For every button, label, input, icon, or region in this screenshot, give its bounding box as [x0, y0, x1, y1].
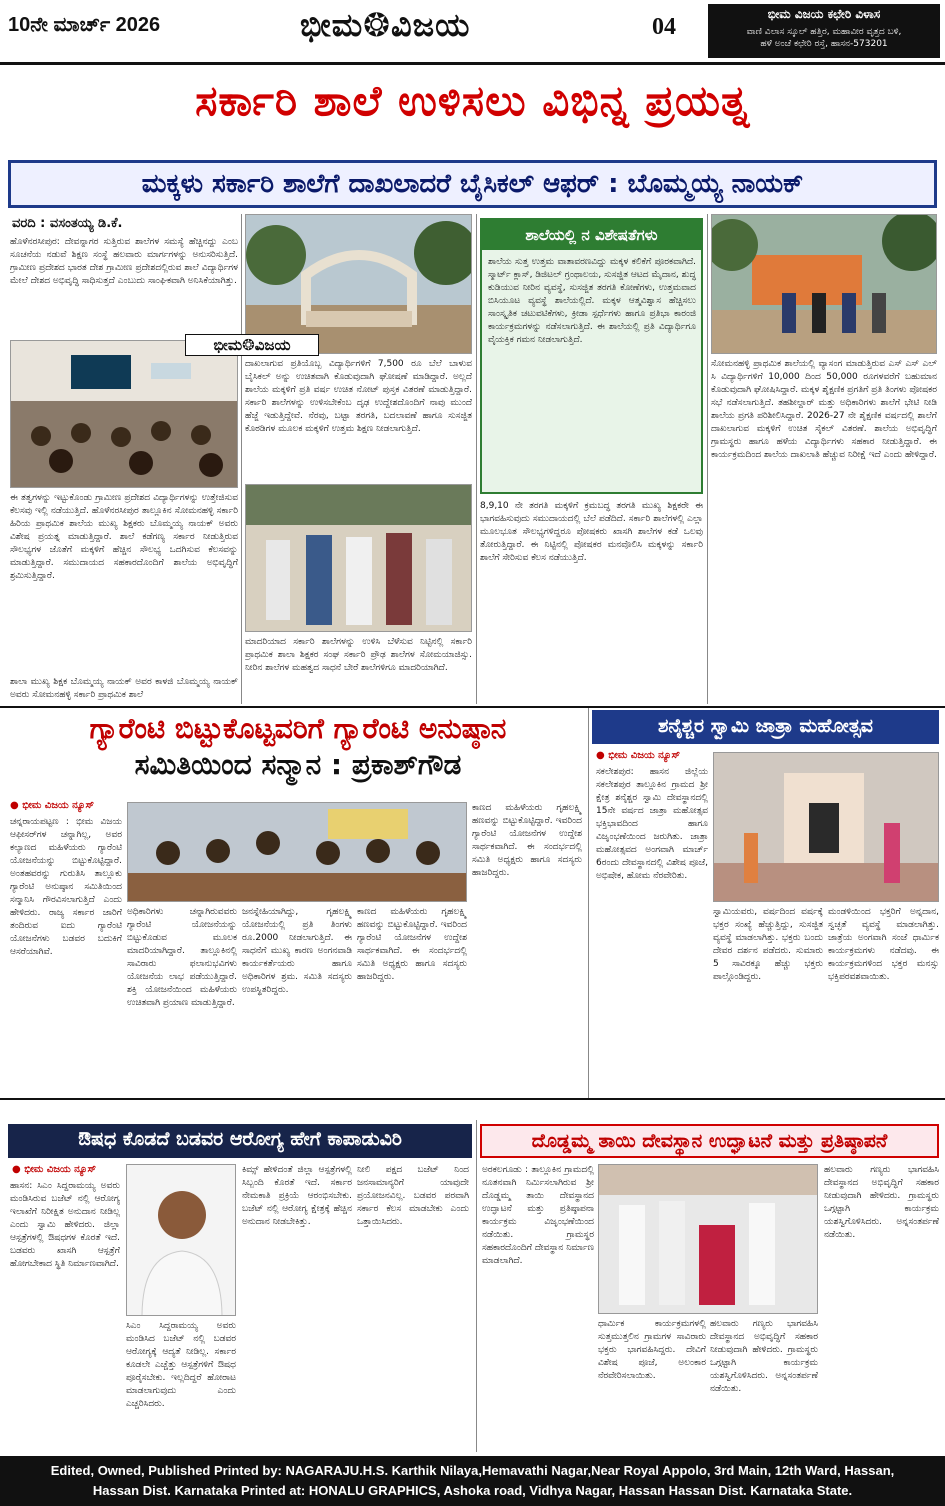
temple-ceremony-drawing: [599, 1165, 818, 1314]
guarantee-meeting-photo: [127, 802, 467, 902]
section-rule: [0, 706, 945, 708]
office-address-line1: ವಾಣಿ ವಿಲಾಸ ಸ್ಕೂಲ್ ಹತ್ತಿರ, ಮಹಾವೀರ ವೃತ್ತದ ಬಳಿ,: [746, 27, 902, 37]
temple-col1-text: ಅರಕಲಗೂಡು : ತಾಲ್ಲೂಕಿನ ಗ್ರಾಮದಲ್ಲಿ ನೂತನವಾಗಿ ನಿರ್ಮಿಸಲಾಗಿರುವ ಶ್ರೀ ದೊಡ್ಡಮ್ಮ ತಾಯಿ ದೇವಸ್ಥಾನದ ಉದ್ಘಾಟನೆ ಮತ್ತು ಪ್ರತಿಷ್ಠಾಪನಾ ಕಾರ್ಯಕ್ರಮ ವಿಜೃಂಭಣೆಯಿಂದ ನಡೆಯಿತು. ಗ್ರಾಮಸ್ಥರ ಸಹಕಾರದೊಂದಿಗೆ ದೇವಸ್ಥಾನ ನಿರ್ಮಾಣ ಮಾಡಲಾಗಿದೆ.: [482, 1165, 594, 1266]
lead-col1c-text: ಶಾಲಾ ಮುಖ್ಯ ಶಿಕ್ಷಕ ಬೊಮ್ಮಯ್ಯ ನಾಯಕ್ ಅವರ ಕಾಳಜಿ ಬೊಮ್ಮಯ್ಯ ನಾಯಕ್ ಅವರು ಸೋಮನಹಳ್ಳಿ ಸರ್ಕಾರಿ ಪ್ರಾಥಮಿಕ ಶಾಲೆ: [10, 677, 238, 700]
temple-col2b-text: ಹಲವಾರು ಗಣ್ಯರು ಭಾಗವಹಿಸಿ ದೇವಸ್ಥಾನದ ಅಭಿವೃದ್ಧಿಗೆ ಸಹಕಾರ ನೀಡುವುದಾಗಿ ಹೇಳಿದರು. ಗ್ರಾಮಸ್ಥರು ಒಗ್ಗಟ್ಟಾಗಿ ಕಾರ್ಯಕ್ರಮ ಯಶಸ್ವಿಗೊಳಿಸಿದರು. ಅನ್ನಸಂತರ್ಪಣೆ ನಡೆಯಿತು.: [710, 1319, 818, 1394]
lead-byline: ವರದಿ : ವಸಂತಯ್ಯ ಡಿ.ಕೆ.: [12, 216, 123, 231]
column-divider: [707, 214, 708, 704]
lead-headline: ಸರ್ಕಾರಿ ಶಾಲೆ ಉಳಿಸಲು ವಿಭಿನ್ನ ಪ್ರಯತ್ನ: [195, 76, 750, 125]
shani-source: ● ಭೀಮ ವಿಜಯ ನ್ಯೂಸ್: [596, 750, 680, 761]
temple-ceremony-photo: [598, 1164, 818, 1314]
inline-logo-text: ಭೀಮ❂ವಿಜಯ: [213, 336, 291, 354]
guarantee-col1-text: ಚನ್ನರಾಯಪಟ್ಟಣ : ಭೀಮ ವಿಜಯ ಆಫೀಸರ್‌ಗಳ ಚನ್ನಾಗಿಲ್ಲ, ಅವರ ಕಲ್ಯಾಣದ ಮಹಿಳೆಯರು ಗ್ಯಾರೆಂಟಿ ಯೋಜನೆಯನ್ನು ಬಿಟ್ಟುಕೊಟ್ಟಿದ್ದಾರೆ. ಅಂತಹವರನ್ನು ಗುರುತಿಸಿ ತಾಲ್ಲೂಕು ಗ್ಯಾರೆಂಟಿ ಅನುಷ್ಠಾನ ಸಮಿತಿಯಿಂದ ಸನ್ಮಾನಿಸಿ ಗೌರವಿಸಲಾಗುತ್ತಿದೆ ಎಂದು ಹೇಳಿದರು. ರಾಜ್ಯ ಸರ್ಕಾರ ಜಾರಿಗೆ ತಂದಿರುವ ಐದು ಗ್ಯಾರೆಂಟಿ ಯೋಜನೆಗಳು ಬಡವರ ಬದುಕಿಗೆ ಆಸರೆಯಾಗಿವೆ.: [10, 817, 122, 957]
health-portrait-drawing: [127, 1165, 236, 1316]
guarantee-col4-text: ಕಾಣದ ಮಹಿಳೆಯರು ಗೃಹಲಕ್ಷ್ಮಿ ಹಣವನ್ನು ಬಿಟ್ಟುಕೊಟ್ಟಿದ್ದಾರೆ. ಇವರಿಂದ ಗ್ಯಾರೆಂಟಿ ಯೋಜನೆಗಳ ಉದ್ದೇಶ ಸಾರ್ಥಕವಾಗಿದೆ. ಈ ಸಂದರ್ಭದಲ್ಲಿ ಸಮಿತಿ ಅಧ್ಯಕ್ಷರು ಹಾಗೂ ಸದಸ್ಯರು ಹಾಜರಿದ್ದರು.: [472, 803, 582, 878]
lead-col2b-text: ಮಾದರಿಯಾದ ಸರ್ಕಾರಿ ಶಾಲೆಗಳನ್ನು ಉಳಿಸಿ ಬೆಳೆಸುವ ನಿಟ್ಟಿನಲ್ಲಿ ಸರ್ಕಾರಿ ಪ್ರಾಥಮಿಕ ಶಾಲಾ ಶಿಕ್ಷಕರ ಸಂಘ ಸರ್ಕಾರಿ ಪ್ರೌಢ ಶಾಲೆಗಳ ಸೋಮಯಾಜಿಸ್ಸು. ನೀರಿನ ಶಾಲೆಗಳ ಮಹತ್ವದ ಸಾಧನೆ ಬೇರೆ ಶಾಲೆಗಳಿಗೂ ಮಾದರಿಯಾಗಿದೆ.: [245, 637, 472, 673]
guarantee-col3b-text: ಕಾಣದ ಮಹಿಳೆಯರು ಗೃಹಲಕ್ಷ್ಮಿ ಹಣವನ್ನು ಬಿಟ್ಟುಕೊಟ್ಟಿದ್ದಾರೆ. ಇವರಿಂದ ಗ್ಯಾರೆಂಟಿ ಯೋಜನೆಗಳ ಉದ್ದೇಶ ಸಾರ್ಥಕವಾಗಿದೆ. ಈ ಸಂದರ್ಭದಲ್ಲಿ ಸಮಿತಿ ಅಧ್ಯಕ್ಷರು ಹಾಗೂ ಸದಸ್ಯರು ಹಾಜರಿದ್ದರು.: [357, 907, 467, 982]
health-col4-text: ನೀಲಿ ಪಕ್ಷದ ಬಜೆಟ್ ನಿಂದ ಜನಸಾಮಾನ್ಯರಿಗೆ ಯಾವುದೇ ಪ್ರಯೋಜನವಿಲ್ಲ. ಬಡವರ ಪರವಾಗಿ ಸರ್ಕಾರ ಕೆಲಸ ಮಾಡಬೇಕು ಎಂದು ಒತ್ತಾಯಿಸಿದರು.: [357, 1165, 469, 1227]
lead-col2-text: ದಾಖಲಾಗುವ ಪ್ರತಿಯೊಬ್ಬ ವಿದ್ಯಾರ್ಥಿಗಳಿಗೆ 7,500 ರೂ ಬೆಲೆ ಬಾಳುವ ಬೈಸಿಕಲ್ ಅನ್ನು ಉಚಿತವಾಗಿ ಕೊಡುವುದಾಗಿ ಘೋಷಣೆ ಮಾಡಿದ್ದಾರೆ. ಅಲ್ಲದೆ ಶಾಲೆಯ ಮಕ್ಕಳಿಗೆ ಪ್ರತಿ ವರ್ಷ ಉಚಿತ ನೋಟ್ ಪುಸ್ತಕ ವಿತರಣೆ ಮಾಡುತ್ತಿದ್ದಾರೆ. ಸರ್ಕಾರಿ ಶಾಲೆಗಳನ್ನು ಉಳಿಸಬೇಕೆಂಬ ದೃಢ ಉದ್ದೇಶದೊಂದಿಗೆ ನಾವು ಮುಂದೆ ಹೆಜ್ಜೆ ಇಡುತ್ತಿದ್ದೇವೆ. ನೆರವು, ಬಟ್ಟಾ ತರಗತಿ, ಬದಲಾವಣೆ ಹಾಗೂ ಸುಸಜ್ಜಿತ ಕೊಠಡಿಗಳ ಮೂಲಕ ಮಕ್ಕಳಿಗೆ ಉತ್ತಮ ಶಿಕ್ಷಣ ನೀಡಲಾಗುತ್ತಿದೆ.: [245, 359, 472, 434]
lead-col4-text: ಸೋಮನಹಳ್ಳಿ ಪ್ರಾಥಮಿಕ ಶಾಲೆಯಲ್ಲಿ ವ್ಯಾಸಂಗ ಮಾಡುತ್ತಿರುವ ಎಸ್ ಎಸ್ ಎಲ್ ಸಿ ವಿದ್ಯಾರ್ಥಿಗಳಿಗೆ 10,000 ದಿಂದ 50,000 ರೂಗಳವರೆಗೆ ಬಹುಮಾನ ಕೊಡುವುದಾಗಿ ಘೋಷಿಸಿದ್ದಾರೆ. ಮಕ್ಕಳ ಶೈಕ್ಷಣಿಕ ಪ್ರಗತಿಗೆ ಪ್ರತಿ ತಿಂಗಳು ಪೋಷಕರ ಸಭೆ ನಡೆಸಲಾಗುತ್ತಿದೆ. ತಹಶೀಲ್ದಾರ್ ಮತ್ತು ಅಧಿಕಾರಿಗಳು ಶಾಲೆಗೆ ಭೇಟಿ ನೀಡಿ ಶಾಲೆಯ ಪ್ರಗತಿ ಪರಿಶೀಲಿಸಿದ್ದಾರೆ. 2026-27 ನೇ ಶೈಕ್ಷಣಿಕ ವರ್ಷದಲ್ಲಿ ಶಾಲೆಗೆ ದಾಖಲಾಗುವ ಮಕ್ಕಳಿಗೆ ಉಚಿತ ಸೈಕಲ್ ವಿತರಣೆ. ಶಾಲೆಯ ಅಭಿವೃದ್ಧಿಗೆ ಗ್ರಾಮಸ್ಥರು ಹಾಗೂ ಹಳೆಯ ವಿದ್ಯಾರ್ಥಿಗಳು ಸಹಕಾರ ನೀಡುತ್ತಿದ್ದಾರೆ. ಈ ಕಾರ್ಯಕ್ರಮದಿಂದ ಶಾಲೆಯ ದಾಖಲಾತಿ ಹೆಚ್ಚುವ ನಿರೀಕ್ಷೆ ಇದೆ ಎಂದು ಹೇಳಿದ್ದಾರೆ.: [711, 359, 937, 460]
office-address-line2: ಹಳೆ ಅಂಚೆ ಕಛೇರಿ ರಸ್ತೆ, ಹಾಸನ-573201: [760, 39, 888, 49]
assembly-drawing: [712, 215, 937, 354]
section-rule: [0, 1098, 945, 1100]
guarantee-headline-line2: ಸಮಿತಿಯಿಂದ ಸನ್ಮಾನ : ಪ್ರಕಾಶ್‌ಗೌಡ: [134, 748, 462, 781]
imprint-line2: Hassan Dist. Karnataka Printed at: HONALU GRAPHICS, Ashoka road, Vidhya Nagar, Hassan Hassan Dist. Karnataka State.: [92, 1483, 853, 1498]
shani-headline: ಶನೈಶ್ಚರ ಸ್ವಾಮಿ ಜಾತ್ರಾ ಮಹೋತ್ಸವ: [592, 710, 939, 744]
shani-temple-photo: [713, 752, 939, 902]
page-number: 04: [652, 14, 676, 40]
temple-col3-text: ಹಲವಾರು ಗಣ್ಯರು ಭಾಗವಹಿಸಿ ದೇವಸ್ಥಾನದ ಅಭಿವೃದ್ಧಿಗೆ ಸಹಕಾರ ನೀಡುವುದಾಗಿ ಹೇಳಿದರು. ಗ್ರಾಮಸ್ಥರು ಒಗ್ಗಟ್ಟಾಗಿ ಕಾರ್ಯಕ್ರಮ ಯಶಸ್ವಿಗೊಳಿಸಿದರು. ಅನ್ನಸಂತರ್ಪಣೆ ನಡೆಯಿತು.: [824, 1165, 939, 1240]
office-title: ಭೀಮ ವಿಜಯ ಕಛೇರಿ ವಿಳಾಸ: [767, 7, 881, 21]
column-divider: [241, 214, 242, 704]
highlights-text: ಶಾಲೆಯ ಸುತ್ತ ಉತ್ತಮ ವಾತಾವರಣವಿದ್ದು ಮಕ್ಕಳ ಕಲಿಕೆಗೆ ಪೂರಕವಾಗಿದೆ. ಸ್ಮಾರ್ಟ್ ಕ್ಲಾಸ್, ಡಿಜಿಟಲ್ ಗ್ರಂಥಾಲಯ, ಸುಸಜ್ಜಿತ ಆಟದ ಮೈದಾನ, ಶುದ್ಧ ಕುಡಿಯುವ ನೀರಿನ ವ್ಯವಸ್ಥೆ, ಸುಸಜ್ಜಿತ ತರಗತಿ ಕೋಣೆಗಳು, ಉತ್ತಮವಾದ ಬಿಸಿಯೂಟ ವ್ಯವಸ್ಥೆ ಶಾಲೆಯಲ್ಲಿದೆ. ಮಕ್ಕಳ ಆತ್ಮವಿಶ್ವಾಸ ಹೆಚ್ಚಿಸಲು ಸಾಂಸ್ಕೃತಿಕ ಚಟುವಟಿಕೆಗಳು, ಕ್ರೀಡಾ ಸ್ಪರ್ಧೆಗಳು ಹಾಗೂ ಪ್ರತಿಭಾ ಕಾರಂಜಿ ಕಾರ್ಯಕ್ರಮಗಳನ್ನು ನಡೆಸಲಾಗುತ್ತಿದೆ. ಈ ಶಾಲೆಯಲ್ಲಿ ಪ್ರತಿ ವಿದ್ಯಾರ್ಥಿಗೂ ವೈಯಕ್ತಿಕ ಗಮನ ನೀಡಲಾಗುತ್ತಿದೆ.: [488, 257, 696, 345]
guarantee-col3-text: ಜನಸ್ನೇಹಿಯಾಗಿದ್ದು, ಗೃಹಲಕ್ಷ್ಮಿ ಯೋಜನೆಯಲ್ಲಿ ಪ್ರತಿ ತಿಂಗಳು ರೂ.2000 ನೀಡಲಾಗುತ್ತಿದೆ. ಈ ಸಾಧನೆಗೆ ಮುಖ್ಯ ಕಾರಣ ಅಂಗನವಾಡಿ ಕಾರ್ಯಕರ್ತೆಯರು ಹಾಗೂ ಅಧಿಕಾರಿಗಳ ಶ್ರಮ. ಸಮಿತಿ ಸದಸ್ಯರು ಉಪಸ್ಥಿತರಿದ್ದರು.: [242, 907, 352, 995]
health-portrait-photo: [126, 1164, 236, 1316]
health-col2-text: ಸಿಎಂ ಸಿದ್ದರಾಮಯ್ಯ ಅವರು ಮಂಡಿಸಿದ ಬಜೆಟ್ ನಲ್ಲಿ ಬಡವರ ಆರೋಗ್ಯಕ್ಕೆ ಆದ್ಯತೆ ನೀಡಿಲ್ಲ. ಸರ್ಕಾರ ಕೂಡಲೇ ಎಚ್ಚೆತ್ತು ಆಸ್ಪತ್ರೆಗಳಿಗೆ ಔಷಧ ಪೂರೈಸಬೇಕು. ಇಲ್ಲದಿದ್ದರೆ ಹೋರಾಟ ಮಾಡಲಾಗುವುದು ಎಂದು ಎಚ್ಚರಿಸಿದರು.: [126, 1321, 236, 1409]
shani-temple-drawing: [714, 753, 939, 902]
shani-col3-text: ಮಂಡಳಿಯಿಂದ ಭಕ್ತರಿಗೆ ಅನ್ನದಾನ, ಸ್ವಚ್ಛತೆ ವ್ಯವಸ್ಥೆ ಮಾಡಲಾಗಿತ್ತು. ಜಾತ್ರೆಯ ಅಂಗವಾಗಿ ಸಂಜೆ ಧಾರ್ಮಿಕ ಕಾರ್ಯಕ್ರಮಗಳು ನಡೆದವು. ಈ ಕಾರ್ಯಕ್ರಮಗಳಿಂದ ಭಕ್ತರ ಮನಸ್ಸು ಭಕ್ತಿಪರವಶವಾಯಿತು.: [828, 907, 939, 982]
lead-col1-text: ಹೊಳೆನರಸೀಪುರ: ದೇವನ್ನಾಗರ ಸುತ್ತಿರುವ ಶಾಲೆಗಳ ಸಮಸ್ಯೆ ಹೆಚ್ಚಿನದ್ದು ಎಂಬ ಸೂಚನೆಯ ನಡುವೆ ಶಿಕ್ಷಣ ಸಂಸ್ಥೆ ಹಲವಾರು ಮಾರ್ಗಗಳನ್ನು ಅನುಸರಿಸುತ್ತಿದೆ. ಗ್ರಾಮೀಣ ಪ್ರದೇಶದ ಭಾರತ ದೇಶ ಗ್ರಾಮೀಣ ಪ್ರದೇಶದಲ್ಲಿರುವ ಶಾಲೆ ವಿದ್ಯಾರ್ಥಿಗಳ ಮೇಲೆ ದೇಶದ ಅಭಿವೃದ್ಧಿ ಸಾಧಿಸುತ್ತದೆ ಎಂಬುದು ಸಾಂಘಿಕವಾಗಿ ಅನಿಸಿಕೆಯಾಗಿತ್ತು.: [10, 237, 238, 286]
issue-date: 10ನೇ ಮಾರ್ಚ್ 2026: [8, 14, 161, 36]
classroom-photo-drawing: [11, 341, 238, 488]
imprint-line1: Edited, Owned, Published Printed by: NAGARAJU.H.S. Karthik Nilaya,Hemavathi Nagar,Near Royal Appolo, 3rd Main, 12th Ward, Hassan,: [50, 1463, 895, 1478]
health-source: ● ಭೀಮ ವಿಜಯ ನ್ಯೂಸ್: [12, 1164, 96, 1175]
temple-headline: ದೊಡ್ಡಮ್ಮ ತಾಯಿ ದೇವಸ್ಥಾನ ಉದ್ಘಾಟನೆ ಮತ್ತು ಪ್ರತಿಷ್ಠಾಪನೆ: [480, 1124, 939, 1158]
imprint-footer: [0, 1456, 945, 1506]
felicitation-photo: [245, 484, 472, 632]
felicitation-drawing: [246, 485, 472, 632]
highlights-box: [480, 218, 703, 494]
office-address-box: [708, 4, 940, 58]
health-col3-text: ಕಿಮ್ಸ್ ಹೇಳಿದಂತೆ ಜಿಲ್ಲಾ ಆಸ್ಪತ್ರೆಗಳಲ್ಲಿ ಸಿಬ್ಬಂದಿ ಕೊರತೆ ಇದೆ. ಸರ್ಕಾರ ನೇಮಕಾತಿ ಪ್ರಕ್ರಿಯೆ ಆರಂಭಿಸಬೇಕು. ಬಜೆಟ್ ನಲ್ಲಿ ಆರೋಗ್ಯ ಕ್ಷೇತ್ರಕ್ಕೆ ಹೆಚ್ಚಿನ ಅನುದಾನ ನೀಡಬೇಕಿತ್ತು.: [242, 1165, 352, 1227]
column-divider: [588, 708, 589, 1098]
column-divider: [476, 214, 477, 704]
shani-col2-text: ಸ್ವಾಮಿಯವರು, ವರ್ಷದಿಂದ ವರ್ಷಕ್ಕೆ ಭಕ್ತರ ಸಂಖ್ಯೆ ಹೆಚ್ಚುತ್ತಿದ್ದು, ಸುಸಜ್ಜಿತ ವ್ಯವಸ್ಥೆ ಮಾಡಲಾಗಿತ್ತು. ಭಕ್ತರು ಬಂದು ದೇವರ ದರ್ಶನ ಪಡೆದರು. ಸುಮಾರು 5 ಸಾವಿರಕ್ಕೂ ಹೆಚ್ಚು ಭಕ್ತರು ಪಾಲ್ಗೊಂಡಿದ್ದರು.: [713, 907, 823, 982]
lead-col1b-text: ಈ ತತ್ವಗಳನ್ನು ಇಟ್ಟುಕೊಂಡು ಗ್ರಾಮೀಣ ಪ್ರದೇಶದ ವಿದ್ಯಾರ್ಥಿಗಳನ್ನು ಉತ್ತೇಜಿಸುವ ಕೆಲಸವು ಇಲ್ಲಿ ನಡೆಯುತ್ತಿದೆ. ಹೊಳೆನರಸೀಪುರ ತಾಲ್ಲೂಕಿನ ಸೋಮನಹಳ್ಳಿ ಸರ್ಕಾರಿ ಹಿರಿಯ ಪ್ರಾಥಮಿಕ ಶಾಲೆಯ ಮುಖ್ಯ ಶಿಕ್ಷಕರು ಬೊಮ್ಮಯ್ಯ ನಾಯಕ್ ಅವರು ವಿಶೇಷ ಪ್ರಯತ್ನ ಮಾಡುತ್ತಿದ್ದಾರೆ. ಶಾಲೆ ಕಡೆಗಣ್ಯ ಸರ್ಕಾರ ನೀಡುತ್ತಿರುವ ಸೌಲಭ್ಯಗಳ ಜೊತೆಗೆ ಮಕ್ಕಳಿಗೆ ಹೆಚ್ಚಿನ ಸೌಲಭ್ಯ ಒದಗಿಸುವ ಕೆಲಸವನ್ನು ಮಾಡುತ್ತಿದ್ದಾರೆ. ಸಮುದಾಯದ ಸಹಕಾರದೊಂದಿಗೆ ಶಾಲೆಯ ಅಭಿವೃದ್ಧಿಗೆ ಶ್ರಮಿಸುತ್ತಿದ್ದಾರೆ.: [10, 493, 238, 581]
temple-col2-text: ಧಾರ್ಮಿಕ ಕಾರ್ಯಕ್ರಮಗಳಲ್ಲಿ ಸುತ್ತಮುತ್ತಲಿನ ಗ್ರಾಮಗಳ ಸಾವಿರಾರು ಭಕ್ತರು ಭಾಗವಹಿಸಿದ್ದರು. ದೇವಿಗೆ ವಿಶೇಷ ಪೂಜೆ, ಅಲಂಕಾರ ನೆರವೇರಿಸಲಾಯಿತು.: [598, 1319, 706, 1381]
guarantee-meeting-drawing: [128, 803, 467, 902]
masthead-rule: [0, 62, 945, 65]
column-divider: [476, 1120, 477, 1452]
health-headline: ಔಷಧ ಕೊಡದೆ ಬಡವರ ಆರೋಗ್ಯ ಹೇಗೆ ಕಾಪಾಡುವಿರಿ: [8, 1124, 472, 1158]
lead-subhead: ಮಕ್ಕಳು ಸರ್ಕಾರಿ ಶಾಲೆಗೆ ದಾಖಲಾದರೆ ಬೈಸಿಕಲ್ ಆಫರ್ : ಬೊಮ್ಮಯ್ಯ ನಾಯಕ್: [141, 169, 804, 199]
school-gate-photo: [245, 214, 472, 354]
highlights-title: ಶಾಲೆಯಲ್ಲಿ ನ ವಿಶೇಷತೆಗಳು: [482, 220, 701, 250]
guarantee-source: ● ಭೀಮ ವಿಜಯ ನ್ಯೂಸ್: [10, 800, 94, 811]
assembly-photo: [711, 214, 937, 354]
masthead: [0, 0, 945, 62]
lead-subhead-bar: [8, 160, 937, 208]
guarantee-headline-line1: ಗ್ಯಾರೆಂಟಿ ಬಿಟ್ಟುಕೊಟ್ಟವರಿಗೆ ಗ್ಯಾರೆಂಟಿ ಅನುಷ್ಠಾನ: [89, 712, 507, 745]
health-col1-text: ಹಾಸನ: ಸಿಎಂ ಸಿದ್ದರಾಮಯ್ಯ ಅವರು ಮಂಡಿಸಿರುವ ಬಜೆಟ್ ನಲ್ಲಿ ಆರೋಗ್ಯ ಇಲಾಖೆಗೆ ನಿರೀಕ್ಷಿತ ಅನುದಾನ ನೀಡಿಲ್ಲ ಎಂದು ಸ್ವಾಮಿ ಹೇಳಿದರು. ಜಿಲ್ಲಾ ಆಸ್ಪತ್ರೆಗಳಲ್ಲಿ ಔಷಧಗಳ ಕೊರತೆ ಇದೆ. ಬಡವರು ಖಾಸಗಿ ಆಸ್ಪತ್ರೆಗೆ ಹೋಗಬೇಕಾದ ಸ್ಥಿತಿ ನಿರ್ಮಾಣವಾಗಿದೆ.: [10, 1181, 120, 1269]
inline-logo-badge: [185, 334, 319, 356]
newspaper-logo: ಭೀಮ❂ವಿಜಯ: [300, 6, 471, 44]
guarantee-col2-text: ಅಧಿಕಾರಿಗಳು ಚನ್ನಾಗಿರುವವರು ಗ್ಯಾರೆಂಟಿ ಯೋಜನೆಯನ್ನು ಬಿಟ್ಟುಕೊಡುವ ಮೂಲಕ ಮಾದರಿಯಾಗಿದ್ದಾರೆ. ತಾಲ್ಲೂಕಿನಲ್ಲಿ ಸಾವಿರಾರು ಫಲಾನುಭವಿಗಳು ಯೋಜನೆಯ ಲಾಭ ಪಡೆಯುತ್ತಿದ್ದಾರೆ. ಶಕ್ತಿ ಯೋಜನೆಯಿಂದ ಮಹಿಳೆಯರು ಉಚಿತವಾಗಿ ಪ್ರಯಾಣ ಮಾಡುತ್ತಿದ್ದಾರೆ.: [127, 907, 237, 1008]
lead-col3b-text: 8,9,10 ನೇ ತರಗತಿ ಮಕ್ಕಳಿಗೆ ಕ್ರಮಬದ್ಧ ತರಗತಿ ಮುಖ್ಯ ಶಿಕ್ಷಕರೇ ಈ ಭಾಗವಹಿಸುವುದು ಸಮುದಾಯದಲ್ಲಿ ಬೆಲೆ ಪಡೆದಿದೆ. ಸರ್ಕಾರಿ ಶಾಲೆಗಳಲ್ಲಿ ಎಲ್ಲಾ ಮೂಲಭೂತ ಸೌಲಭ್ಯಗಳಿದ್ದರೂ ಪೋಷಕರು ಖಾಸಗಿ ಶಾಲೆಗಳ ಕಡೆ ಒಲವು ತೋರುತ್ತಿದ್ದಾರೆ. ಈ ನಿಟ್ಟಿನಲ್ಲಿ ಪೋಷಕರ ಮನವೊಲಿಸಿ ಮಕ್ಕಳನ್ನು ಸರ್ಕಾರಿ ಶಾಲೆಗೆ ಸೇರಿಸುವ ಕೆಲಸ ನಡೆಯುತ್ತಿದೆ.: [480, 501, 703, 563]
shani-col1-text: ಸಕಲೇಶಪುರ: ಹಾಸನ ಜಿಲ್ಲೆಯ ಸಕಲೇಶಪುರ ತಾಲ್ಲೂಕಿನ ಗ್ರಾಮದ ಶ್ರೀ ಕ್ಷೇತ್ರ ಶನೈಶ್ಚರ ಸ್ವಾಮಿ ದೇವಸ್ಥಾನದಲ್ಲಿ 15ನೇ ವರ್ಷದ ಜಾತ್ರಾ ಮಹೋತ್ಸವ ಭಕ್ತಿಭಾವದಿಂದ ಹಾಗೂ ವಿಜೃಂಭಣೆಯಿಂದ ಜರುಗಿತು. ಜಾತ್ರಾ ಮಹೋತ್ಸವದ ಅಂಗವಾಗಿ ಮಾರ್ಚ್ 6ರಂದು ದೇವಸ್ಥಾನದಲ್ಲಿ ವಿಶೇಷ ಪೂಜೆ, ಅಭಿಷೇಕ, ಹೋಮ ನೆರವೇರಿತು.: [596, 767, 708, 881]
classroom-photo: [10, 340, 238, 488]
